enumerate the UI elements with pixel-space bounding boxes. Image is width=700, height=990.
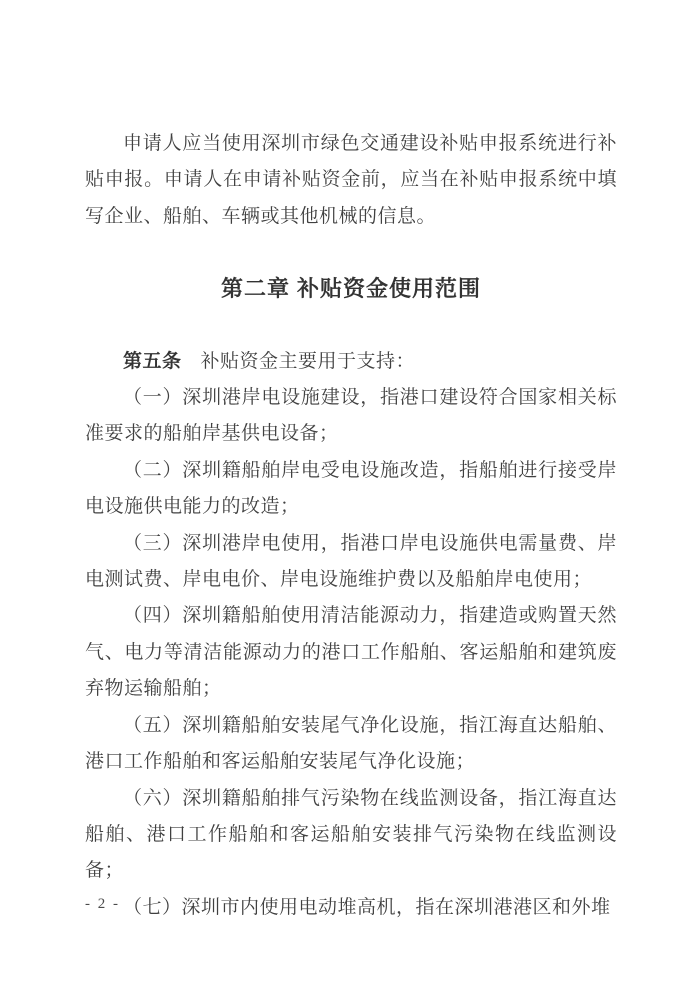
subsidy-item-3-paragraph: （三）深圳港岸电使用，指港口岸电设施供电需量费、岸电测试费、岸电电价、岸电设施维护费以及船舶岸电使用；: [85, 532, 617, 591]
subsidy-item-6-paragraph: （六）深圳籍船舶排气污染物在线监测设备，指江海直达船舶、港口工作船舶和客运船舶安装排气污染物在线监测设备；: [85, 787, 617, 882]
subsidy-item-2-paragraph: （二）深圳籍船舶岸电受电设施改造，指船舶进行接受岸电设施供电能力的改造；: [85, 459, 617, 518]
document-content: [85, 126, 617, 926]
subsidy-item-7-paragraph: （七）深圳市内使用电动堆高机，指在深圳港港区和外堆: [123, 896, 611, 918]
chapter-heading: 第二章 补贴资金使用范围: [220, 276, 482, 302]
page-number: - 2 -: [85, 896, 120, 912]
article-5-text: 补贴资金主要用于支持：: [200, 350, 416, 372]
article-5-number: 第五条: [123, 350, 182, 372]
article-5-paragraph: [85, 344, 617, 380]
intro-paragraph: 申请人应当使用深圳市绿色交通建设补贴申报系统进行补贴申报。申请人在申请补贴资金前，应当在补贴申报系统中填写企业、船舶、车辆或其他机械的信息。: [85, 133, 617, 227]
subsidy-item-1-paragraph: （一）深圳港岸电设施建设，指港口建设符合国家相关标准要求的船舶岸基供电设备；: [85, 387, 617, 445]
subsidy-item-5-paragraph: （五）深圳籍船舶安装尾气净化设施，指江海直达船舶、港口工作船舶和客运船舶安装尾气净化设施；: [85, 714, 617, 773]
subsidy-item-4-paragraph: （四）深圳籍船舶使用清洁能源动力，指建造或购置天然气、电力等清洁能源动力的港口工作船舶、客运船舶和建筑废弃物运输船舶；: [85, 605, 617, 700]
